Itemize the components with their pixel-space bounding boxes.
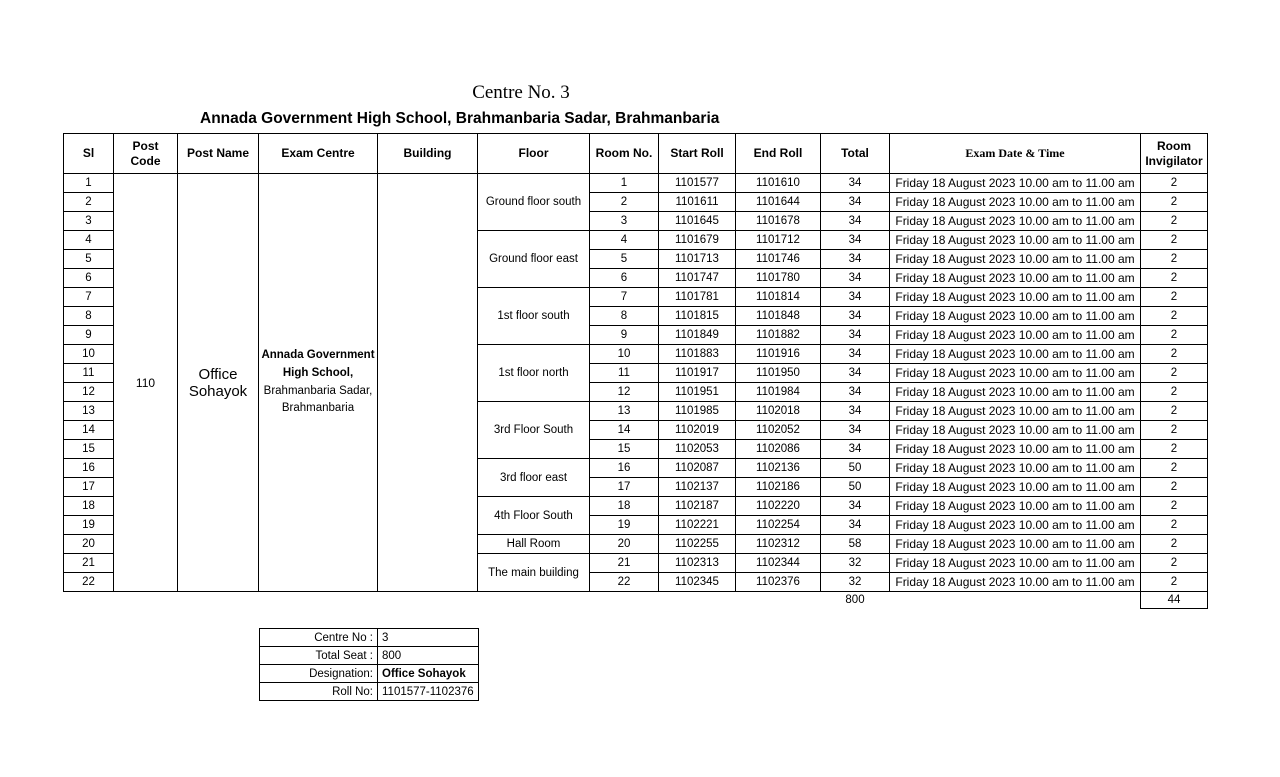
sl-cell: 7 (64, 288, 114, 307)
exam-date-cell: Friday 18 August 2023 10.00 am to 11.00 am (890, 250, 1141, 269)
invigilator-cell: 2 (1141, 231, 1208, 250)
summary-row-total-seat (260, 647, 479, 665)
total-cell: 34 (821, 383, 890, 402)
start-roll-cell: 1102137 (659, 478, 736, 497)
sl-cell: 2 (64, 193, 114, 212)
end-roll-cell: 1101814 (736, 288, 821, 307)
total-cell: 50 (821, 459, 890, 478)
summary-label-designation: Designation: (260, 665, 378, 683)
exam-table-container (63, 133, 1207, 609)
end-roll-cell: 1102018 (736, 402, 821, 421)
exam-date-cell: Friday 18 August 2023 10.00 am to 11.00 am (890, 174, 1141, 193)
room-no-cell: 14 (590, 421, 659, 440)
sl-cell: 21 (64, 554, 114, 573)
totals-row (64, 592, 1208, 609)
sl-cell: 3 (64, 212, 114, 231)
page-title: Centre No. 3 (472, 82, 570, 103)
end-roll-cell: 1101882 (736, 326, 821, 345)
sl-cell: 4 (64, 231, 114, 250)
building-cell (378, 174, 478, 592)
start-roll-cell: 1101747 (659, 269, 736, 288)
room-no-cell: 21 (590, 554, 659, 573)
total-cell: 34 (821, 516, 890, 535)
sl-cell: 8 (64, 307, 114, 326)
floor-cell: The main building (478, 554, 590, 592)
exam-centre-cell (259, 174, 378, 592)
header-start-roll: Start Roll (659, 134, 736, 174)
room-no-cell: 15 (590, 440, 659, 459)
start-roll-cell: 1102053 (659, 440, 736, 459)
sl-cell: 19 (64, 516, 114, 535)
exam-date-cell: Friday 18 August 2023 10.00 am to 11.00 am (890, 364, 1141, 383)
summary-row-designation (260, 665, 479, 683)
end-roll-cell: 1102376 (736, 573, 821, 592)
sl-cell: 20 (64, 535, 114, 554)
start-roll-cell: 1102221 (659, 516, 736, 535)
summary-row-centre-no (260, 629, 479, 647)
end-roll-cell: 1102052 (736, 421, 821, 440)
invigilator-cell: 2 (1141, 174, 1208, 193)
total-cell: 34 (821, 231, 890, 250)
page-subtitle: Annada Government High School, Brahmanbaria Sadar, Brahmanbaria (200, 110, 720, 127)
invigilator-cell: 2 (1141, 193, 1208, 212)
invigilator-cell: 2 (1141, 288, 1208, 307)
total-cell: 34 (821, 497, 890, 516)
start-roll-cell: 1101645 (659, 212, 736, 231)
room-no-cell: 22 (590, 573, 659, 592)
sl-cell: 16 (64, 459, 114, 478)
floor-cell: 3rd floor east (478, 459, 590, 497)
end-roll-cell: 1102312 (736, 535, 821, 554)
start-roll-cell: 1102345 (659, 573, 736, 592)
exam-date-cell: Friday 18 August 2023 10.00 am to 11.00 am (890, 345, 1141, 364)
invigilator-cell: 2 (1141, 364, 1208, 383)
start-roll-cell: 1102313 (659, 554, 736, 573)
invigilator-cell: 2 (1141, 269, 1208, 288)
header-room-no: Room No. (590, 134, 659, 174)
summary-value-designation: Office Sohayok (378, 665, 479, 683)
header-floor: Floor (478, 134, 590, 174)
summary-label-centre-no: Centre No : (260, 629, 378, 647)
room-no-cell: 19 (590, 516, 659, 535)
room-no-cell: 20 (590, 535, 659, 554)
header-exam-centre: Exam Centre (259, 134, 378, 174)
start-roll-cell: 1101713 (659, 250, 736, 269)
room-no-cell: 11 (590, 364, 659, 383)
exam-date-cell: Friday 18 August 2023 10.00 am to 11.00 am (890, 231, 1141, 250)
sl-cell: 14 (64, 421, 114, 440)
invigilator-cell: 2 (1141, 440, 1208, 459)
invigilator-cell: 2 (1141, 497, 1208, 516)
total-cell: 34 (821, 269, 890, 288)
sl-cell: 15 (64, 440, 114, 459)
header-room-invigilator: Room Invigilator (1141, 134, 1208, 174)
total-cell: 34 (821, 326, 890, 345)
invigilator-cell: 2 (1141, 516, 1208, 535)
exam-date-cell: Friday 18 August 2023 10.00 am to 11.00 am (890, 212, 1141, 231)
exam-table-body (64, 174, 1208, 592)
totals-spacer-2 (890, 592, 1141, 609)
exam-date-cell: Friday 18 August 2023 10.00 am to 11.00 am (890, 307, 1141, 326)
summary-value-total-seat: 800 (378, 647, 479, 665)
exam-date-cell: Friday 18 August 2023 10.00 am to 11.00 am (890, 383, 1141, 402)
header-building: Building (378, 134, 478, 174)
end-roll-cell: 1101984 (736, 383, 821, 402)
total-cell: 34 (821, 288, 890, 307)
header-total: Total (821, 134, 890, 174)
room-no-cell: 8 (590, 307, 659, 326)
summary-label-total-seat: Total Seat : (260, 647, 378, 665)
room-no-cell: 4 (590, 231, 659, 250)
end-roll-cell: 1102136 (736, 459, 821, 478)
invigilator-cell: 2 (1141, 535, 1208, 554)
floor-cell: 1st floor north (478, 345, 590, 402)
end-roll-cell: 1102186 (736, 478, 821, 497)
sl-cell: 22 (64, 573, 114, 592)
sl-cell: 1 (64, 174, 114, 193)
exam-date-cell: Friday 18 August 2023 10.00 am to 11.00 am (890, 554, 1141, 573)
end-roll-cell: 1102086 (736, 440, 821, 459)
room-no-cell: 1 (590, 174, 659, 193)
invigilator-cell: 2 (1141, 307, 1208, 326)
start-roll-cell: 1101781 (659, 288, 736, 307)
header-sl: Sl (64, 134, 114, 174)
start-roll-cell: 1101917 (659, 364, 736, 383)
exam-date-cell: Friday 18 August 2023 10.00 am to 11.00 am (890, 288, 1141, 307)
start-roll-cell: 1102019 (659, 421, 736, 440)
sl-cell: 18 (64, 497, 114, 516)
invigilator-cell: 2 (1141, 345, 1208, 364)
total-seats: 800 (845, 594, 865, 607)
exam-date-cell: Friday 18 August 2023 10.00 am to 11.00 am (890, 193, 1141, 212)
invigilator-cell: 2 (1141, 212, 1208, 231)
end-roll-cell: 1101644 (736, 193, 821, 212)
invigilator-cell: 2 (1141, 421, 1208, 440)
room-no-cell: 16 (590, 459, 659, 478)
room-no-cell: 17 (590, 478, 659, 497)
end-roll-cell: 1101610 (736, 174, 821, 193)
end-roll-cell: 1101916 (736, 345, 821, 364)
start-roll-cell: 1101815 (659, 307, 736, 326)
total-cell: 34 (821, 174, 890, 193)
exam-table (63, 133, 1208, 609)
room-no-cell: 2 (590, 193, 659, 212)
summary-row-roll-no (260, 683, 479, 701)
total-cell: 58 (821, 535, 890, 554)
sl-cell: 17 (64, 478, 114, 497)
sl-cell: 6 (64, 269, 114, 288)
post-name-cell: Office Sohayok (178, 174, 259, 592)
end-roll-cell: 1102220 (736, 497, 821, 516)
invigilator-cell: 2 (1141, 383, 1208, 402)
start-roll-cell: 1102255 (659, 535, 736, 554)
total-cell: 34 (821, 440, 890, 459)
summary-value-centre-no: 3 (378, 629, 479, 647)
exam-date-cell: Friday 18 August 2023 10.00 am to 11.00 am (890, 326, 1141, 345)
invigilator-cell: 2 (1141, 459, 1208, 478)
table-row (64, 174, 1208, 193)
end-roll-cell: 1101678 (736, 212, 821, 231)
exam-date-cell: Friday 18 August 2023 10.00 am to 11.00 am (890, 402, 1141, 421)
floor-cell: 3rd Floor South (478, 402, 590, 459)
exam-date-cell: Friday 18 August 2023 10.00 am to 11.00 am (890, 440, 1141, 459)
sl-cell: 12 (64, 383, 114, 402)
summary-value-roll-no: 1101577-1102376 (378, 683, 479, 701)
total-cell: 34 (821, 307, 890, 326)
room-no-cell: 3 (590, 212, 659, 231)
room-no-cell: 12 (590, 383, 659, 402)
start-roll-cell: 1101849 (659, 326, 736, 345)
end-roll-cell: 1101848 (736, 307, 821, 326)
total-cell: 32 (821, 573, 890, 592)
summary-table (259, 628, 479, 701)
end-roll-cell: 1101712 (736, 231, 821, 250)
room-no-cell: 18 (590, 497, 659, 516)
start-roll-cell: 1101951 (659, 383, 736, 402)
total-cell: 34 (821, 402, 890, 421)
floor-cell: Hall Room (478, 535, 590, 554)
exam-date-cell: Friday 18 August 2023 10.00 am to 11.00 am (890, 459, 1141, 478)
total-cell: 50 (821, 478, 890, 497)
total-cell: 34 (821, 364, 890, 383)
start-roll-cell: 1101883 (659, 345, 736, 364)
header-exam-date-time: Exam Date & Time (890, 134, 1141, 174)
end-roll-cell: 1102254 (736, 516, 821, 535)
total-cell: 34 (821, 250, 890, 269)
floor-cell: Ground floor east (478, 231, 590, 288)
floor-cell: Ground floor south (478, 174, 590, 231)
total-invigilators: 44 (1141, 592, 1208, 609)
invigilator-cell: 2 (1141, 573, 1208, 592)
exam-centre-address: Brahmanbaria Sadar, Brahmanbaria (263, 384, 373, 415)
sl-cell: 9 (64, 326, 114, 345)
invigilator-cell: 2 (1141, 250, 1208, 269)
end-roll-cell: 1101746 (736, 250, 821, 269)
invigilator-cell: 2 (1141, 554, 1208, 573)
exam-date-cell: Friday 18 August 2023 10.00 am to 11.00 am (890, 516, 1141, 535)
total-cell: 34 (821, 212, 890, 231)
end-roll-cell: 1101780 (736, 269, 821, 288)
total-cell: 34 (821, 193, 890, 212)
invigilator-cell: 2 (1141, 402, 1208, 421)
end-roll-cell: 1102344 (736, 554, 821, 573)
exam-date-cell: Friday 18 August 2023 10.00 am to 11.00 am (890, 421, 1141, 440)
start-roll-cell: 1101679 (659, 231, 736, 250)
room-no-cell: 13 (590, 402, 659, 421)
floor-cell: 4th Floor South (478, 497, 590, 535)
total-cell: 32 (821, 554, 890, 573)
post-code-cell: 110 (114, 174, 178, 592)
end-roll-cell: 1101950 (736, 364, 821, 383)
start-roll-cell: 1101577 (659, 174, 736, 193)
room-no-cell: 10 (590, 345, 659, 364)
header-post-name: Post Name (178, 134, 259, 174)
invigilator-cell: 2 (1141, 326, 1208, 345)
header-post-code: Post Code (114, 134, 178, 174)
start-roll-cell: 1102087 (659, 459, 736, 478)
start-roll-cell: 1101985 (659, 402, 736, 421)
start-roll-cell: 1101611 (659, 193, 736, 212)
exam-date-cell: Friday 18 August 2023 10.00 am to 11.00 am (890, 478, 1141, 497)
sl-cell: 13 (64, 402, 114, 421)
exam-date-cell: Friday 18 August 2023 10.00 am to 11.00 am (890, 573, 1141, 592)
sl-cell: 10 (64, 345, 114, 364)
header-end-roll: End Roll (736, 134, 821, 174)
exam-centre-name: Annada Government High School, (261, 348, 375, 379)
exam-date-cell: Friday 18 August 2023 10.00 am to 11.00 am (890, 497, 1141, 516)
start-roll-cell: 1102187 (659, 497, 736, 516)
room-no-cell: 6 (590, 269, 659, 288)
table-header-row (64, 134, 1208, 174)
invigilator-cell: 2 (1141, 478, 1208, 497)
totals-spacer (64, 592, 821, 609)
exam-date-cell: Friday 18 August 2023 10.00 am to 11.00 am (890, 269, 1141, 288)
total-cell: 34 (821, 421, 890, 440)
sl-cell: 11 (64, 364, 114, 383)
room-no-cell: 9 (590, 326, 659, 345)
summary-label-roll-no: Roll No: (260, 683, 378, 701)
summary-container (259, 628, 479, 701)
total-cell: 34 (821, 345, 890, 364)
exam-date-cell: Friday 18 August 2023 10.00 am to 11.00 am (890, 535, 1141, 554)
floor-cell: 1st floor south (478, 288, 590, 345)
room-no-cell: 7 (590, 288, 659, 307)
sl-cell: 5 (64, 250, 114, 269)
room-no-cell: 5 (590, 250, 659, 269)
